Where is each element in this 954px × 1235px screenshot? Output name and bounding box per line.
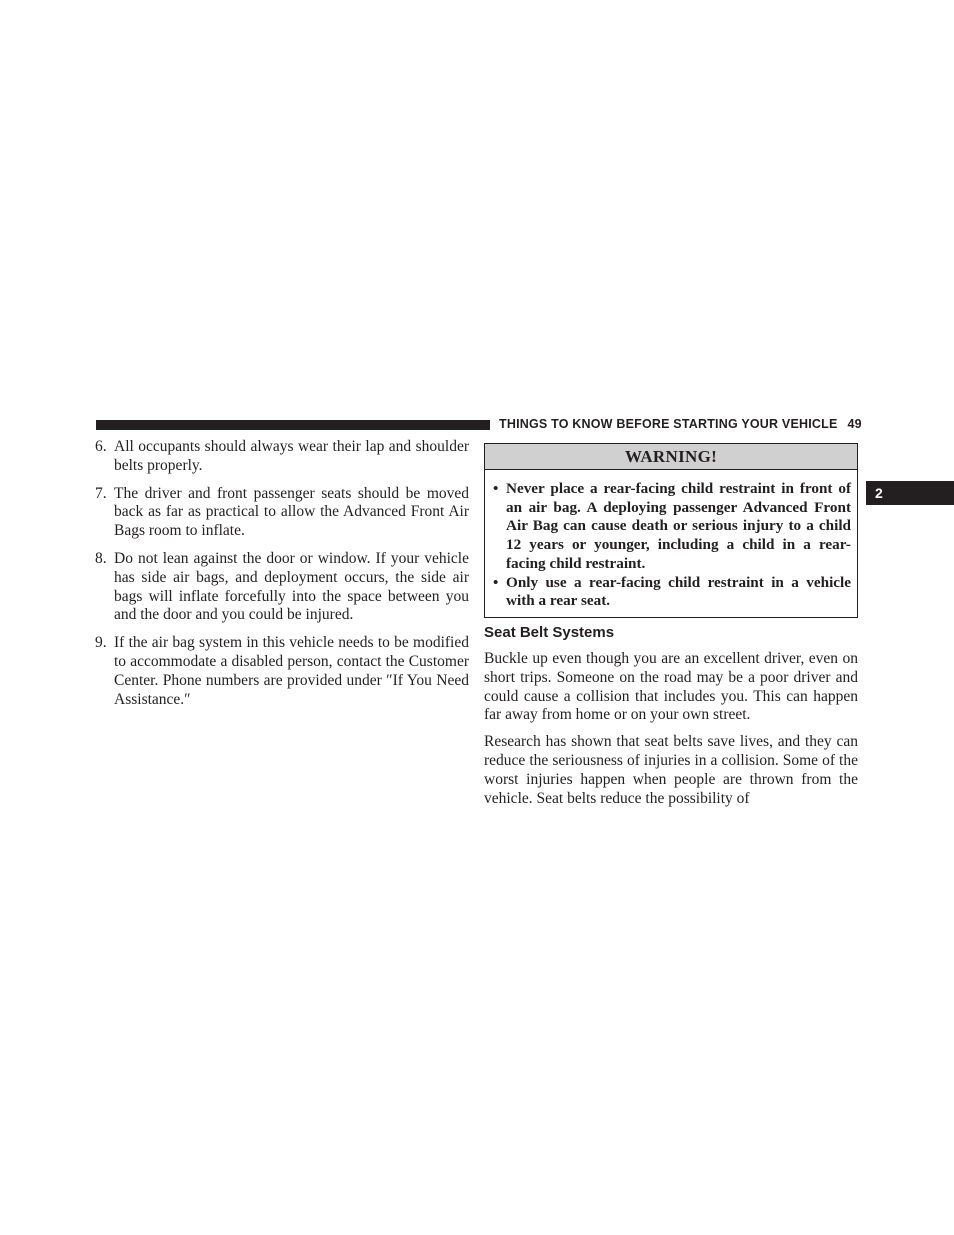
warning-box <box>484 443 858 618</box>
seat-belt-section <box>484 623 858 816</box>
list-item <box>95 634 469 709</box>
list-item <box>95 485 469 541</box>
list-item-text: All occupants should always wear their lap and shoulder belts properly. <box>114 438 469 474</box>
bullet-icon: • <box>493 480 499 497</box>
body-paragraph: Research has shown that seat belts save lives, and they can reduce the seriousness of injuries in a collision. Some of the worst injuries happen when people are thrown from the vehicle. Seat belts reduce the possibility of <box>484 733 858 807</box>
numbered-list <box>95 438 469 718</box>
list-item-number: 9. <box>95 634 107 652</box>
section-title: THINGS TO KNOW BEFORE STARTING YOUR VEHICLE <box>499 417 838 431</box>
warning-bullet-text: Only use a rear-facing child restraint in a vehicle with a rear seat. <box>506 573 851 610</box>
bullet-icon: • <box>493 573 499 591</box>
running-header <box>499 417 862 431</box>
list-item-number: 7. <box>95 484 107 502</box>
warning-bullet <box>493 480 851 574</box>
list-item-text: If the air bag system in this vehicle needs to be modified to accommodate a disabled person, contact the Customer Center. Phone numbers are provided under ″If You Need Assistance.″ <box>114 634 469 708</box>
warning-list <box>485 470 857 611</box>
chapter-tab: 2 <box>866 481 954 505</box>
list-item-number: 8. <box>95 549 107 567</box>
warning-title: WARNING! <box>485 444 857 470</box>
list-item <box>95 550 469 625</box>
section-heading: Seat Belt Systems <box>484 624 615 641</box>
header-rule <box>96 420 490 430</box>
list-item <box>95 438 469 476</box>
warning-bullet <box>493 574 851 611</box>
list-item-text: The driver and front passenger seats should be moved back as far as practical to allow the Advanced Front Air Bags room to inflate. <box>114 484 469 540</box>
list-item-text: Do not lean against the door or window. If your vehicle has side air bags, and deployment occurs, the side air bags will inflate forcefully into the space between you and the door and you could be injured. <box>114 549 469 624</box>
page-number: 49 <box>847 417 862 431</box>
list-item-number: 6. <box>95 438 107 455</box>
warning-bullet-text: Never place a rear-facing child restraint in front of an air bag. A deploying passenger Advanced Front Air Bag can cause death or serious injury to a child 12 years or younger, including a child in a rear-facing child restraint. <box>506 480 851 572</box>
body-paragraph: Buckle up even though you are an excellent driver, even on short trips. Someone on the road may be a poor driver and could cause a collision that includes you. This can happen far away from home or on your own street. <box>484 650 858 724</box>
